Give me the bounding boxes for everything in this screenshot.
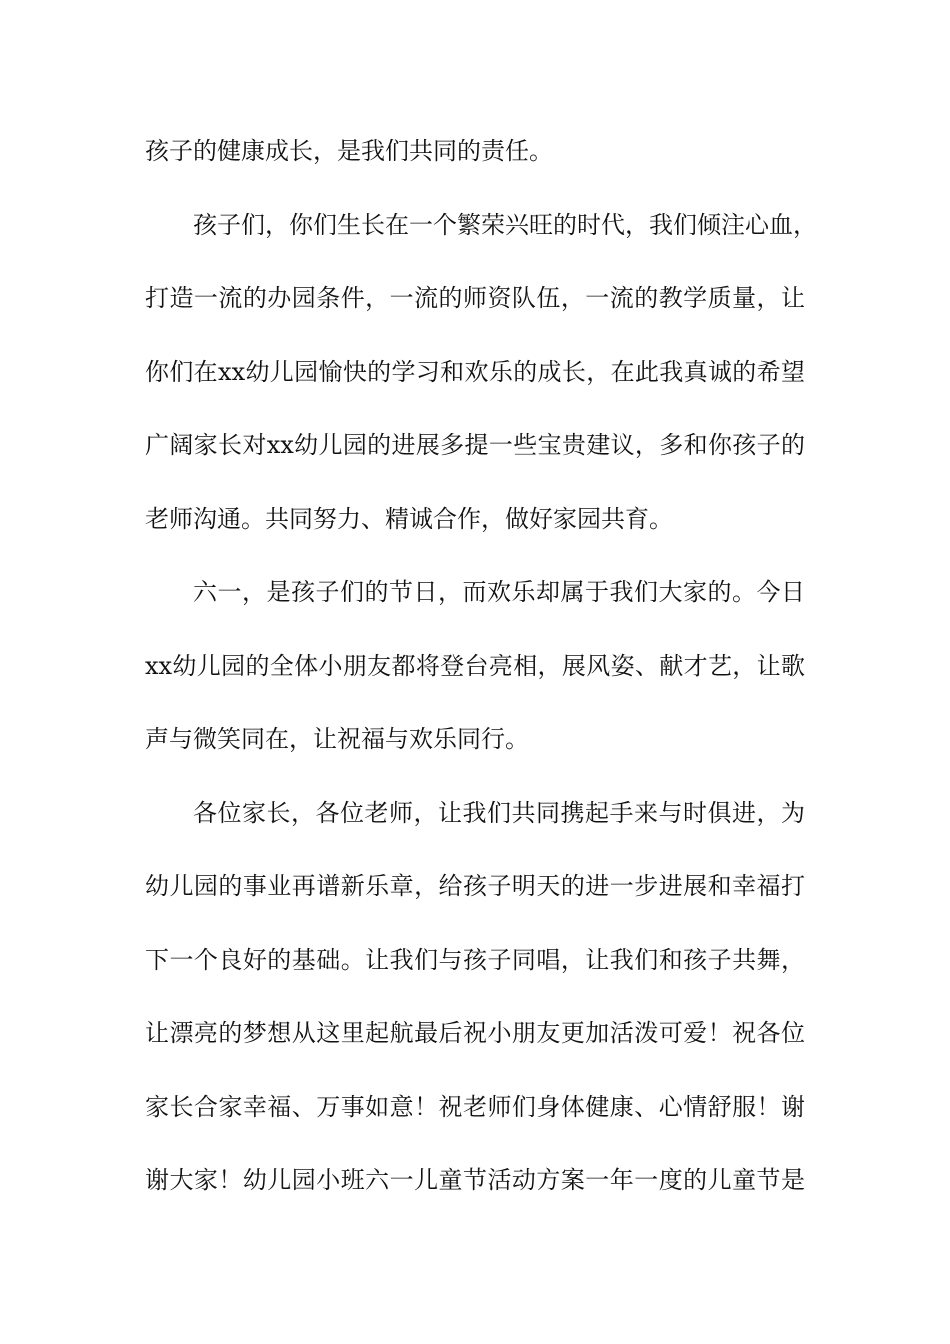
paragraph-first-line: 孩子们，你们生长在一个繁荣兴旺的时代，我们倾注心血， — [193, 210, 817, 239]
text-line: 让漂亮的梦想从这里起航最后祝小朋友更加活泼可爱！祝各位 — [145, 1019, 805, 1047]
text-line: 老师沟通。共同努力、精诚合作，做好家园共育。 — [145, 504, 673, 533]
document-body — [145, 127, 817, 1230]
text-line: 声与微笑同在，让祝福与欢乐同行。 — [145, 725, 529, 753]
text-line: 下一个良好的基础。让我们与孩子同唱，让我们和孩子共舞， — [145, 945, 805, 974]
text-line: 打造一流的办园条件，一流的师资队伍，一流的教学质量，让 — [145, 284, 805, 312]
text-line: 你们在xx幼儿园愉快的学习和欢乐的成长，在此我真诚的希望 — [145, 357, 805, 386]
text-line: 孩子的健康成长，是我们共同的责任。 — [145, 137, 553, 165]
text-line: xx幼儿园的全体小朋友都将登台亮相，展风姿、献才艺，让歌 — [145, 651, 805, 680]
text-line: 家长合家幸福、万事如意！祝老师们身体健康、心情舒服！谢 — [145, 1092, 805, 1121]
text-line: 谢大家！幼儿园小班六一儿童节活动方案一年一度的儿童节是 — [145, 1166, 805, 1194]
paragraph-first-line: 各位家长，各位老师，让我们共同携起手来与时俱进，为 — [193, 798, 805, 827]
text-line: 幼儿园的事业再谱新乐章，给孩子明天的进一步进展和幸福打 — [145, 872, 805, 900]
paragraph-first-line: 六一，是孩子们的节日，而欢乐却属于我们大家的。今日 — [193, 578, 805, 606]
text-line: 广阔家长对xx幼儿园的进展多提一些宝贵建议，多和你孩子的 — [145, 431, 805, 459]
